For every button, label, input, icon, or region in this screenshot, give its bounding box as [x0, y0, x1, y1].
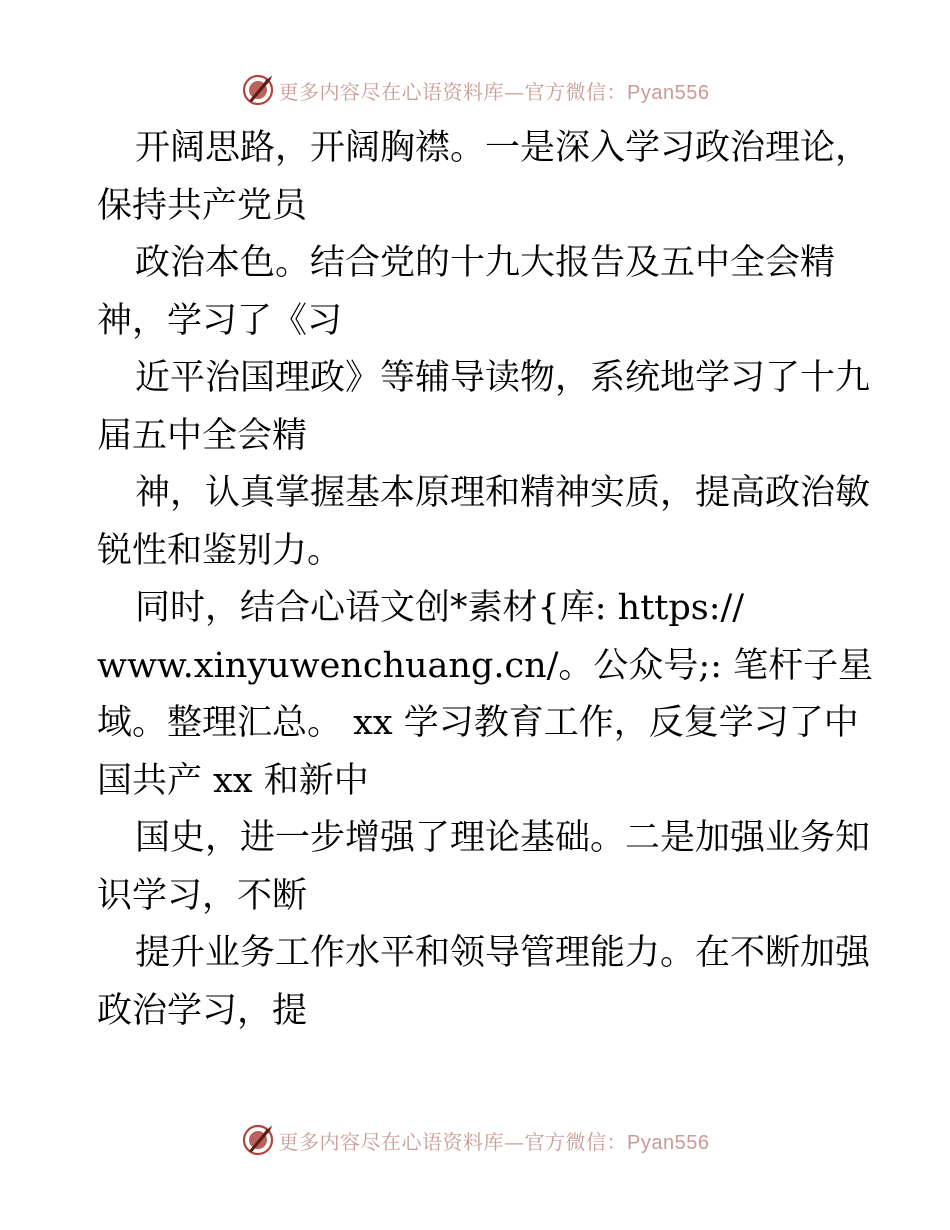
body-line: 识学习，不断 [97, 875, 308, 916]
body-line: 政治本色。结合党的十九大报告及五中全会精 [135, 243, 836, 283]
footer-main-text: 更多内容尽在心语资料库—官方微信： [278, 1129, 628, 1154]
body-line: 域。整理汇总。 xx 学习教育工作，反复学习了中 [97, 703, 859, 743]
body-line: www.xinyuwenchuang.cn/。公众号;: 笔杆子星 [97, 645, 874, 686]
body-line: 提升业务工作水平和领导管理能力。在不断加强 [135, 933, 871, 973]
footer-wechat-id: Pyan556 [627, 1131, 710, 1154]
header-main-text: 更多内容尽在心语资料库—官方微信： [278, 79, 628, 104]
body-line: 国史，进一步增强了理论基础。二是加强业务知 [135, 818, 871, 858]
body-line: 锐性和鉴别力。 [97, 530, 343, 571]
header-text [279, 76, 710, 105]
quill-pen-logo-icon [241, 73, 275, 107]
header-banner [0, 70, 950, 110]
footer-text [279, 1126, 710, 1155]
body-line: 神，认真掌握基本原理和精神实质，提高政治敏 [135, 473, 871, 513]
document-body [97, 120, 874, 1040]
body-line: 神，学习了《习 [97, 300, 343, 341]
body-line: 国共产 xx 和新中 [97, 760, 369, 801]
quill-pen-logo-icon [241, 1123, 275, 1157]
footer-banner [0, 1120, 950, 1160]
body-line: 同时，结合心语文创*素材{库: https:// [135, 588, 745, 628]
body-line: 政治学习，提 [97, 990, 308, 1031]
header-wechat-id: Pyan556 [627, 81, 710, 104]
body-line: 保持共产党员 [97, 185, 308, 226]
body-line: 届五中全会精 [97, 415, 308, 456]
body-line: 近平治国理政》等辅导读物，系统地学习了十九 [135, 358, 871, 398]
body-line: 开阔思路，开阔胸襟。一是深入学习政治理论， [135, 128, 871, 168]
